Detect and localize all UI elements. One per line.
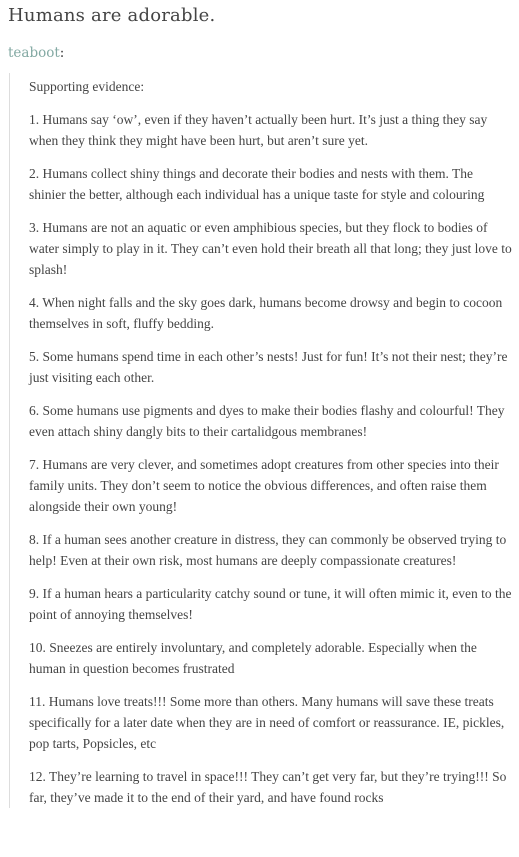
- list-item: 10. Sneezes are entirely involuntary, and completely adorable. Especially when the human in question becomes frustrated: [29, 640, 477, 676]
- list-item: 7. Humans are very clever, and sometimes adopt creatures from other species into their family units. They don’t seem to notice the obvious differences, and often raise them alongside their own young!: [29, 457, 499, 514]
- list-item: 3. Humans are not an aquatic or even amphibious species, but they flock to bodies of water simply to play in it. They can’t even hold their breath all that long; they just love to splash!: [29, 220, 512, 277]
- post-title: Humans are adorable.: [8, 5, 216, 26]
- reblog-attribution: [8, 44, 513, 62]
- quote-intro: Supporting evidence:: [29, 79, 145, 94]
- list-item: 5. Some humans spend time in each other’s nests! Just for fun! It’s not their nest; they’re just visiting each other.: [29, 349, 508, 385]
- list-item: 12. They’re learning to travel in space!!! They can’t get very far, but they’re trying!!! So far, they’ve made it to the end of their yard, and have found rocks: [29, 769, 507, 805]
- reblog-username-link[interactable]: teaboot: [8, 45, 60, 61]
- list-item: 6. Some humans use pigments and dyes to make their bodies flashy and colourful! They even attach shiny dangly bits to their cartalidgous membranes!: [29, 403, 505, 439]
- list-item: 9. If a human hears a particularity catchy sound or tune, it will often mimic it, even to the point of annoying themselves!: [29, 586, 512, 622]
- reblog-colon: :: [59, 45, 65, 61]
- list-item: 2. Humans collect shiny things and decorate their bodies and nests with them. The shinier the better, although each individual has a unique taste for style and colouring: [29, 166, 485, 202]
- list-item: 11. Humans love treats!!! Some more than others. Many humans will save these treats specifically for a later date when they are in need of comfort or reassurance. IE, pickles, pop tarts, Popsicles, etc: [29, 694, 505, 751]
- list-item: 1. Humans say ‘ow’, even if they haven’t actually been hurt. It’s just a thing they say when they think they might have been hurt, but aren’t sure yet.: [29, 112, 488, 148]
- list-item: 8. If a human sees another creature in distress, they can commonly be observed trying to help! Even at their own risk, most humans are deeply compassionate creatures!: [29, 532, 507, 568]
- list-item: 4. When night falls and the sky goes dark, humans become drowsy and begin to cocoon themselves in soft, fluffy bedding.: [29, 295, 503, 331]
- reblog-quote: [9, 73, 513, 808]
